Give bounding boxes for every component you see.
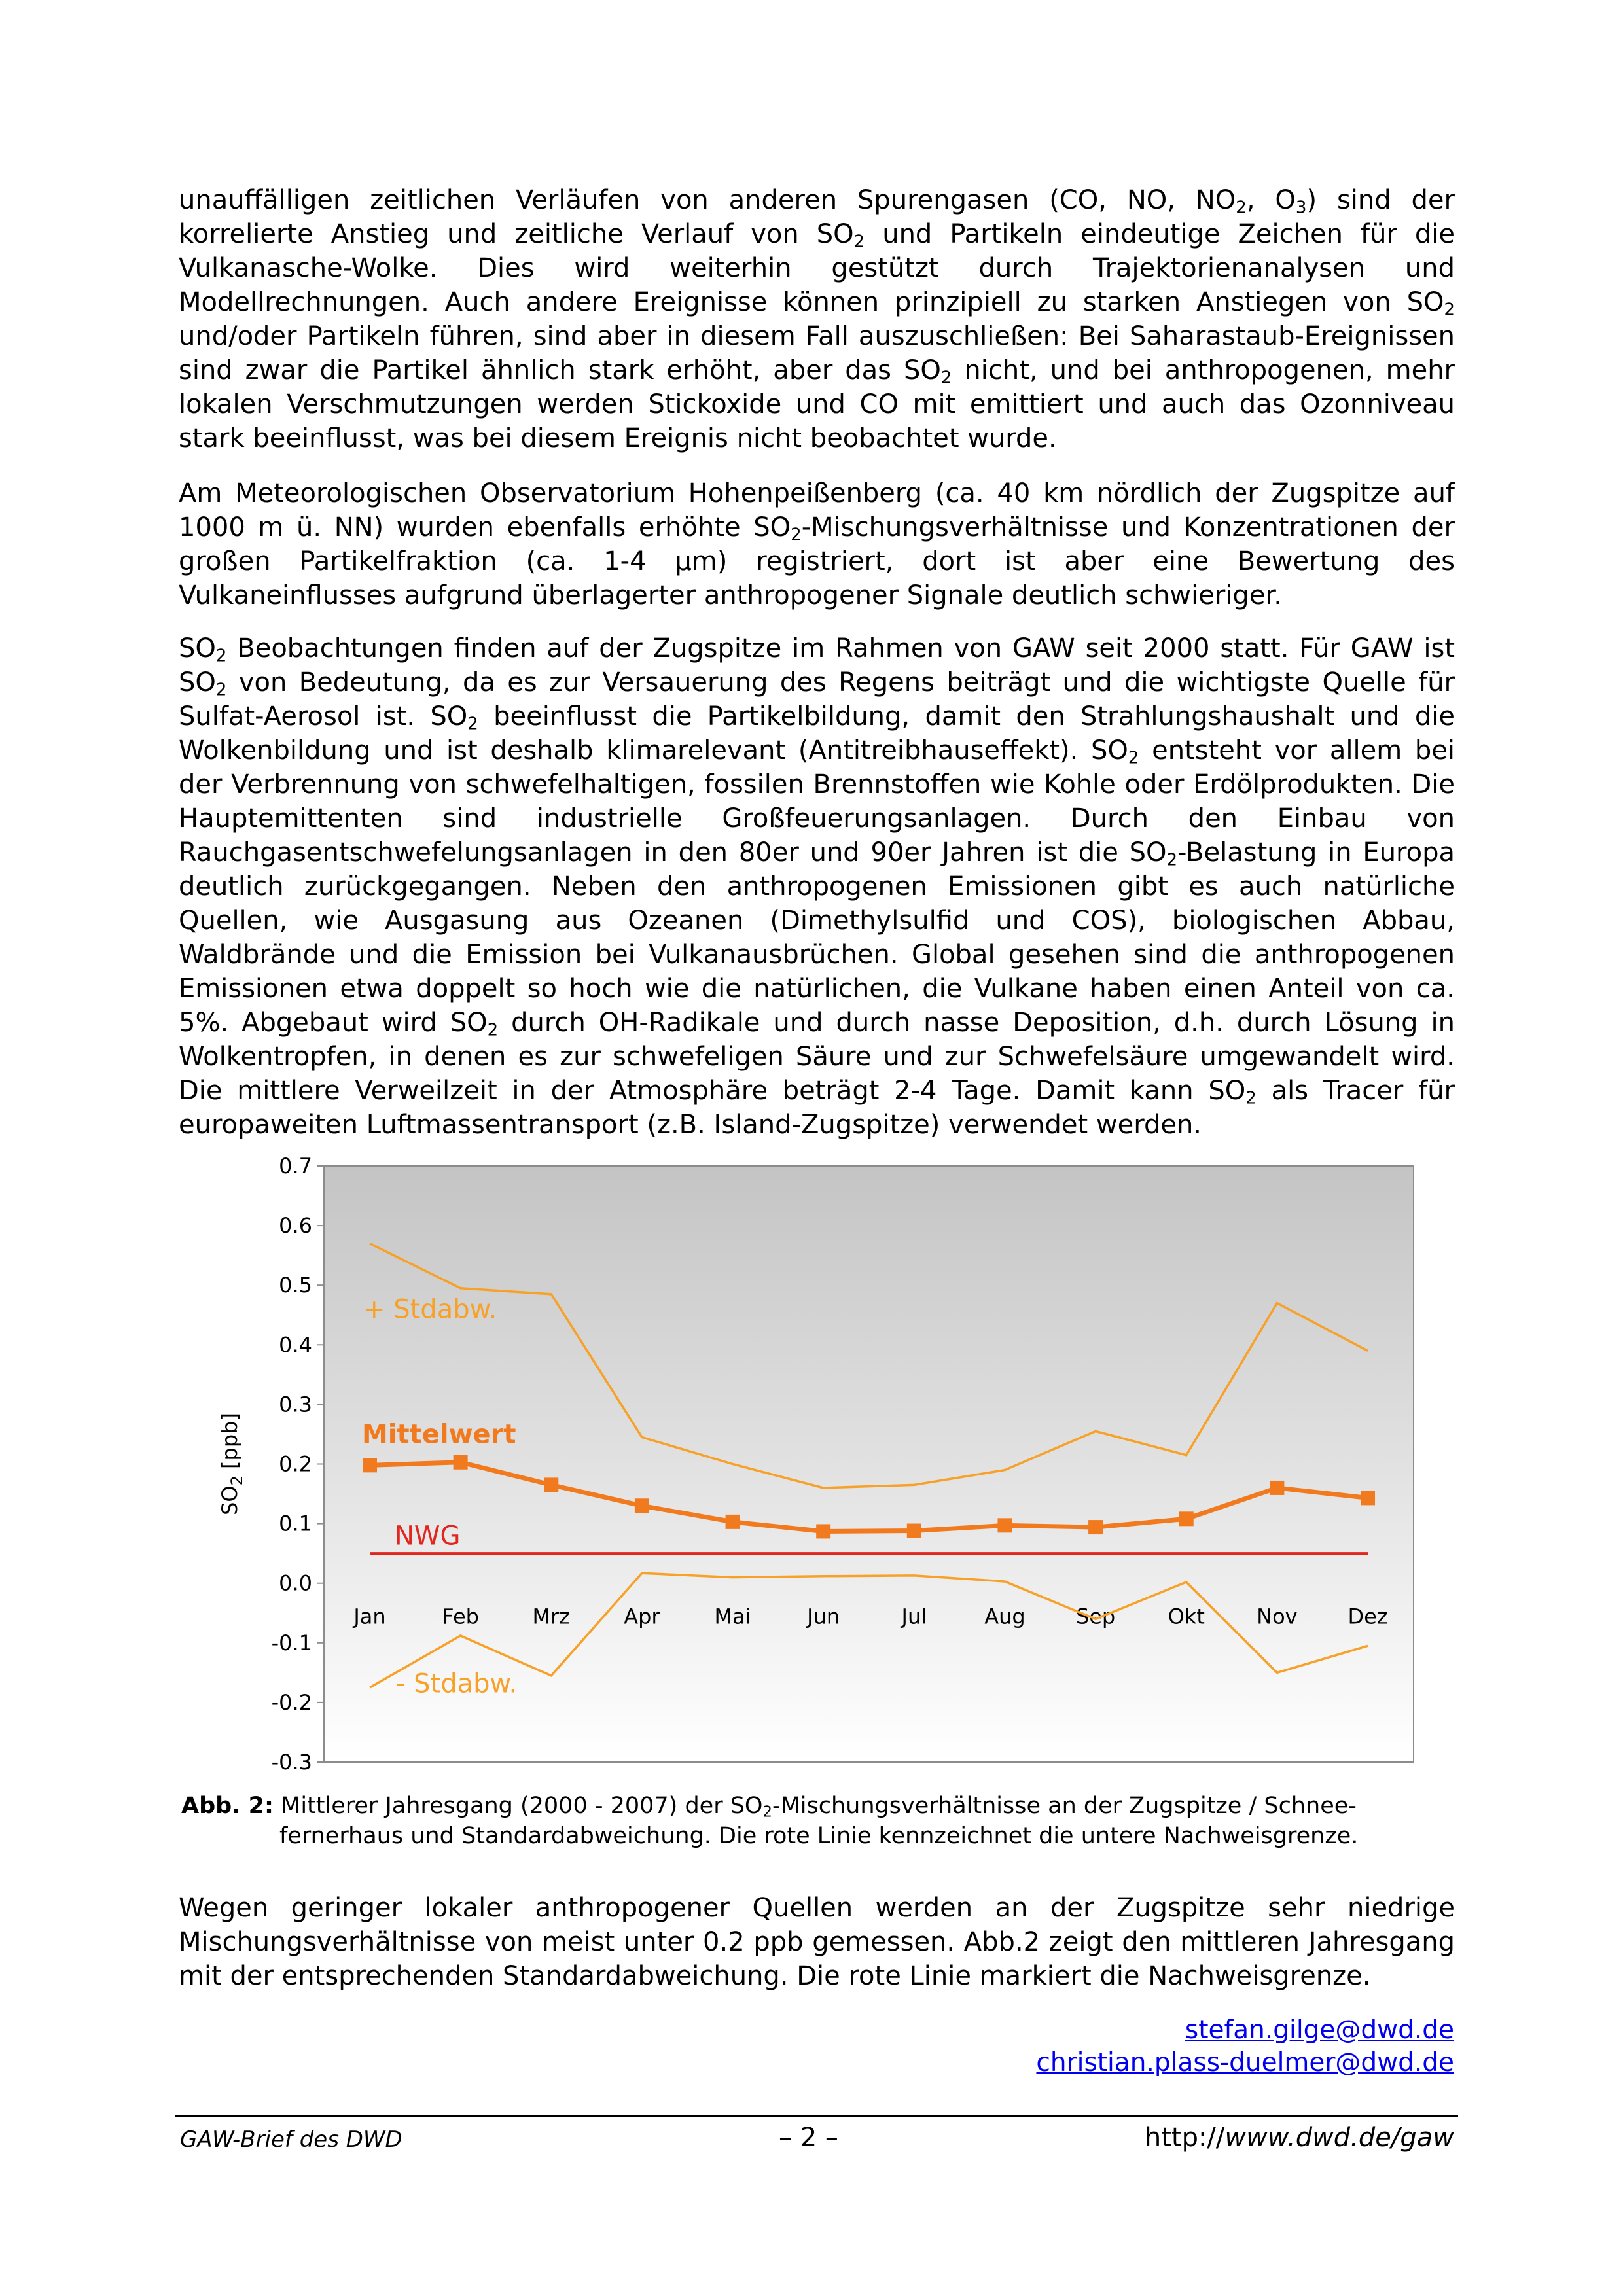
mittelwert-point [454, 1455, 468, 1470]
paragraph-3: $SO_2$ Beobachtungen finden auf der Zugspitze im Rahmen von GAW seit 2000 statt. Für GAW ist $SO_2$ von Bedeutung, da es zur Versauerung des Regens beiträgt und die wichtigste Quelle für Sulfat-Aerosol ist. $SO_2$ beeinflusst die Partikelbildung, damit den Strahlungshaushalt und die Wolkenbildung und ist deshalb klimarelevant (Antitreibhauseffekt). $SO_2$ entsteht vor allem bei der Verbrennung von schwefelhaltigen, fossilen Brennstoffen wie Kohle oder Erdölprodukten. Die Hauptemittenten sind industrielle Großfeuerungsanlagen. Durch den Einbau von Rauchgasentschwefelungsanlagen in den 80er und 90er Jahren ist die $SO_2$-Belastung in Europa deutlich zurückgegangen. Neben den anthropogenen Emissionen gibt es auch natürliche Quellen, wie Ausgasung aus Ozeanen (Dimethylsulfid und COS), biologischen Abbau, Waldbrände und die Emission bei Vulkanausbrüchen. Global gesehen sind die anthropogenen Emissionen etwa doppelt so hoch wie die natürlichen, die Vulkane haben einen Anteil von ca. 5%. Abgebaut wird $SO_2$ durch OH-Radikale und durch nasse Deposition, d.h. durch Lösung in Wolkentropfen, in denen es zur schwefeligen Säure und zur Schwefelsäure umgewandelt wird. Die mittlere Verweilzeit in der Atmosphäre beträgt 2-4 Tage. Damit kann $SO_2$ als Tracer für europaweiten Luftmassentransport (z.B. Island-Zugspitze) verwendet werden. [179, 633, 1455, 1140]
y-axis-title: $SO_2$ [ppb] [217, 1413, 246, 1515]
series-label-mittelwert: Mittelwert [362, 1419, 516, 1450]
x-tick-label: Sep [1075, 1604, 1116, 1629]
so2-annual-cycle-chart [196, 1148, 1440, 1770]
figure-caption: Abb. 2: Mittlerer Jahresgang (2000 - 2007) der $SO_2$-Mischungsverhältnisse an der Zugspitze / Schnee- fernerhaus und Standardabweichung. Die rote Linie kennzeichnet die untere Nachweisgrenze. [181, 1791, 1425, 1851]
mittelwert-point [1179, 1511, 1194, 1526]
y-tick-label: 0.2 [279, 1451, 312, 1477]
x-tick-label: Mai [714, 1604, 751, 1629]
x-tick-label: Apr [624, 1604, 660, 1629]
y-tick-label: 0.3 [279, 1392, 312, 1417]
x-tick-label: Aug [984, 1604, 1026, 1629]
x-tick-label: Jan [353, 1604, 386, 1629]
x-tick-label: Okt [1168, 1604, 1205, 1629]
y-tick-label: 0.1 [279, 1511, 312, 1536]
footer-divider [175, 2115, 1458, 2117]
mittelwert-point [635, 1498, 649, 1513]
mittelwert-point [907, 1524, 921, 1538]
y-tick-label: 0.4 [279, 1332, 312, 1358]
email-link-plass-duelmer[interactable]: christian.plass-duelmer@dwd.de [1036, 2048, 1454, 2077]
y-tick-label: -0.1 [271, 1630, 312, 1655]
y-tick-label: -0.2 [271, 1689, 312, 1715]
so2-chart-container [196, 1148, 1440, 1770]
mittelwert-point [816, 1524, 830, 1538]
x-tick-label: Jul [901, 1604, 927, 1629]
footer-publication-name: GAW-Brief des DWD [180, 2127, 402, 2153]
y-tick-label: -0.3 [271, 1750, 312, 1770]
x-tick-label: Jun [807, 1604, 840, 1629]
mittelwert-point [1361, 1491, 1375, 1505]
y-axis-ticks [272, 1154, 312, 1770]
x-tick-label: Feb [442, 1604, 479, 1629]
caption-label: Abb. 2: [181, 1793, 274, 1819]
threshold-label-nwg: NWG [395, 1521, 461, 1551]
x-tick-label: Mrz [532, 1604, 571, 1629]
mittelwert-point [363, 1458, 377, 1472]
paragraph-2: Am Meteorologischen Observatorium Hohenpeißenberg (ca. 40 km nördlich der Zugspitze auf 1000 m ü. NN) wurden ebenfalls erhöhte $SO_2$-Mischungsverhältnisse und Konzentrationen der großen Partikelfraktion (ca. 1-4 µm) registriert, dort ist aber eine Bewertung des Vulkaneinflusses aufgrund überlagerter anthropogener Signale deutlich schwieriger. [179, 478, 1455, 610]
mittelwert-point [1270, 1481, 1284, 1495]
contact-emails [1036, 2014, 1454, 2079]
paragraph-1: unauffälligen zeitlichen Verläufen von anderen Spurengasen (CO, NO, $NO_2$, $O_3$) sind der korrelierte Anstieg und zeitliche Verlauf von $SO_2$ und Partikeln eindeutige Zeichen für die Vulkanasche-Wolke. Dies wird weiterhin gestützt durch Trajektorienanalysen und Modellrechnungen. Auch andere Ereignisse können prinzipiell zu starken Anstiegen von $SO_2$ und/oder Partikeln führen, sind aber in diesem Fall auszuschließen: Bei Saharastaub-Ereignissen sind zwar die Partikel ähnlich stark erhöht, aber das $SO_2$ nicht, und bei anthropogenen, mehr lokalen Verschmutzungen werden Stickoxide und CO mit emittiert und auch das Ozonniveau stark beeinflusst, was bei diesem Ereignis nicht beobachtet wurde. [179, 185, 1455, 453]
mittelwert-point [1088, 1520, 1103, 1534]
grid-lines [317, 1166, 324, 1762]
paragraph-4: Wegen geringer lokaler anthropogener Quellen werden an der Zugspitze sehr niedrige Mischungsverhältnisse von meist unter 0.2 ppb gemessen. Abb.2 zeigt den mittleren Jahresgang mit der entsprechenden Standardabweichung. Die rote Linie markiert die Nachweisgrenze. [179, 1893, 1455, 1991]
y-tick-label: 0.5 [279, 1273, 312, 1298]
mittelwert-point [544, 1477, 558, 1492]
x-tick-label: Dez [1347, 1604, 1388, 1629]
email-link-gilge[interactable]: stefan.gilge@dwd.de [1185, 2015, 1454, 2045]
caption-line-2: fernerhaus und Standardabweichung. Die rote Linie kennzeichnet die untere Nachweisgrenze. [279, 1823, 1359, 1849]
footer-page-number: – 2 – [779, 2123, 838, 2153]
mittelwert-point [726, 1515, 740, 1529]
x-tick-label: Nov [1257, 1604, 1298, 1629]
y-tick-label: 0.7 [279, 1154, 312, 1178]
y-tick-label: 0.6 [279, 1213, 312, 1239]
y-tick-label: 0.0 [279, 1570, 312, 1596]
footer-url[interactable]: http://www.dwd.de/gaw [1144, 2123, 1454, 2153]
mittelwert-point [997, 1518, 1012, 1532]
series-label-minus-stdabw: - Stdabw. [396, 1669, 518, 1699]
series-label-plus-stdabw: + Stdabw. [363, 1294, 497, 1325]
